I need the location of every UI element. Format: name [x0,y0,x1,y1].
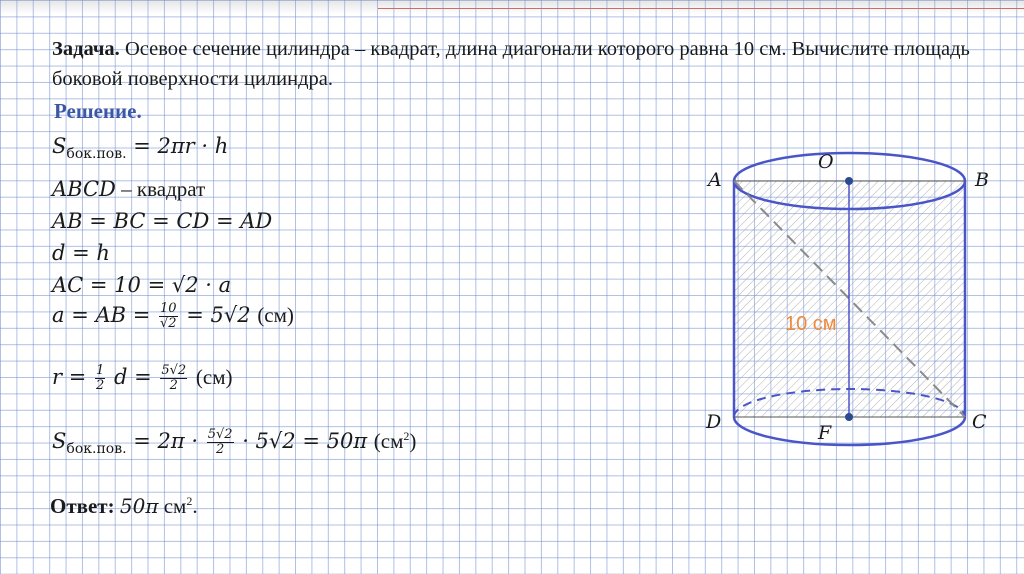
problem-statement [52,34,982,94]
problem-text: Осевое сечение цилиндра – квадрат, длина диагонали которого равна 10 см. Вычислите площадь боковой поверхности цилиндра. [52,38,970,90]
dimension-label: 10 см [785,313,837,335]
problem-label: Задача. [52,38,120,60]
label-a: A [708,169,722,191]
label-c: C [972,411,987,433]
margin-line [378,8,1024,9]
answer-value: 50π [119,494,159,518]
side-a-line: a = AB = $\frac{10}{√2}$ = 5√2 (см) [52,301,294,331]
label-d: D [706,411,722,433]
answer-line: Ответ: 50π $см^2$. [50,494,198,518]
point-o [845,177,853,185]
d-eq-h-line: d = h [52,241,110,265]
label-f: F [818,422,832,444]
answer-exp: 2 [186,494,193,508]
result-line: $S_{бок.пов.} = 2\pi$ · $\frac{5√2}{2}$ · 5√2 = 50π $(см^2)$ [52,427,417,458]
diagonal-line: AC = 10 = √2 · a [52,273,232,297]
sides-line: AB = BC = CD = AD [52,209,273,233]
bottom-base-front [734,417,965,445]
answer-unit: см [158,494,187,518]
label-o: O [818,151,834,173]
page-top-shadow [0,0,1024,14]
solution-title: Решение. [54,99,142,123]
square-line: ABCD – квадрат [52,177,206,201]
label-b: B [975,169,989,191]
answer-label: Ответ: [50,494,115,518]
point-f [845,413,853,421]
formula-line: $S_{бок.пов.} = 2\pi r \cdot h$ [52,134,229,163]
radius-line: r = $\frac{1}{2}$ d = $\frac{5√2}{2}$ (см) [52,363,233,393]
cylinder-figure [690,140,1010,470]
